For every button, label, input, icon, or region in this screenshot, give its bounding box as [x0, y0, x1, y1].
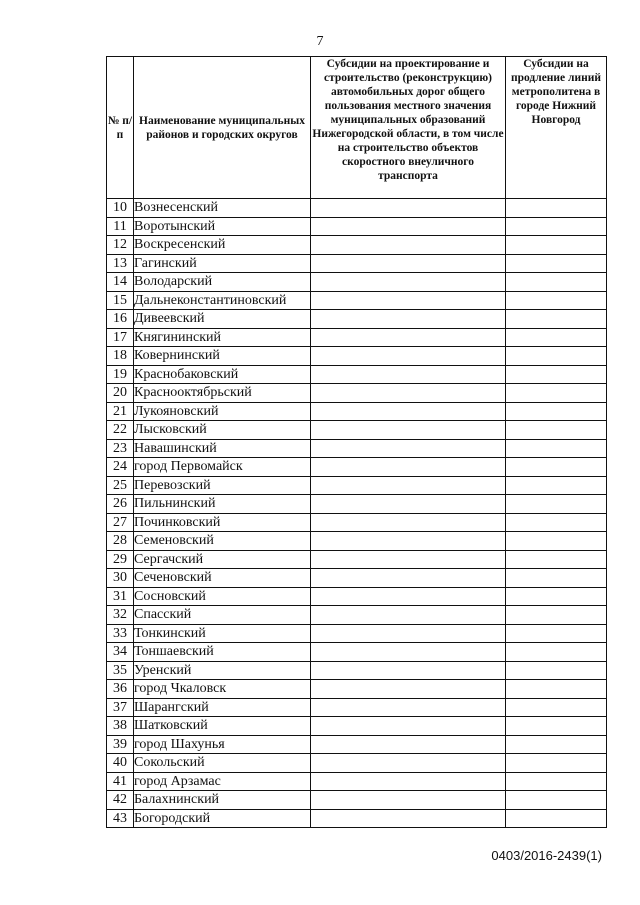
row-subsidy-metro-cell	[506, 365, 607, 384]
table-row	[107, 643, 607, 662]
page-number: 7	[316, 34, 324, 49]
row-number: 25	[107, 476, 134, 495]
table-row	[107, 680, 607, 699]
table-row	[107, 384, 607, 403]
row-subsidy-roads-cell	[311, 495, 506, 514]
table-row	[107, 550, 607, 569]
row-number: 20	[107, 384, 134, 403]
row-subsidy-metro-cell	[506, 717, 607, 736]
row-name: Уренский	[134, 661, 311, 680]
row-subsidy-roads-cell	[311, 273, 506, 292]
row-name: Краснобаковский	[134, 365, 311, 384]
row-number: 40	[107, 754, 134, 773]
row-name: Лысковский	[134, 421, 311, 440]
row-subsidy-metro-cell	[506, 661, 607, 680]
row-subsidy-roads-cell	[311, 217, 506, 236]
row-subsidy-metro-cell	[506, 254, 607, 273]
table-row	[107, 458, 607, 477]
row-name: Шатковский	[134, 717, 311, 736]
header-subsidy-metro: Субсидии на продление линий метрополитена в городе Нижний Новгород	[506, 57, 607, 199]
row-subsidy-metro-cell	[506, 569, 607, 588]
row-number: 11	[107, 217, 134, 236]
row-number: 13	[107, 254, 134, 273]
subsidy-table	[106, 56, 607, 828]
row-subsidy-metro-cell	[506, 347, 607, 366]
table-row	[107, 735, 607, 754]
row-subsidy-metro-cell	[506, 680, 607, 699]
row-number: 24	[107, 458, 134, 477]
row-name: Спасский	[134, 606, 311, 625]
table-row	[107, 217, 607, 236]
row-subsidy-metro-cell	[506, 458, 607, 477]
row-subsidy-roads-cell	[311, 328, 506, 347]
row-number: 14	[107, 273, 134, 292]
row-number: 32	[107, 606, 134, 625]
row-subsidy-metro-cell	[506, 532, 607, 551]
table-row	[107, 476, 607, 495]
row-subsidy-roads-cell	[311, 347, 506, 366]
row-subsidy-roads-cell	[311, 680, 506, 699]
row-subsidy-metro-cell	[506, 273, 607, 292]
row-number: 41	[107, 772, 134, 791]
row-subsidy-metro-cell	[506, 772, 607, 791]
row-number: 27	[107, 513, 134, 532]
row-subsidy-metro-cell	[506, 291, 607, 310]
row-subsidy-roads-cell	[311, 532, 506, 551]
row-subsidy-metro-cell	[506, 809, 607, 828]
table-row	[107, 513, 607, 532]
row-name: Сеченовский	[134, 569, 311, 588]
row-subsidy-roads-cell	[311, 809, 506, 828]
row-number: 31	[107, 587, 134, 606]
row-number: 30	[107, 569, 134, 588]
row-name: город Арзамас	[134, 772, 311, 791]
row-subsidy-metro-cell	[506, 643, 607, 662]
table-row	[107, 624, 607, 643]
row-subsidy-metro-cell	[506, 236, 607, 255]
row-number: 28	[107, 532, 134, 551]
row-subsidy-roads-cell	[311, 199, 506, 218]
row-subsidy-metro-cell	[506, 587, 607, 606]
row-subsidy-roads-cell	[311, 384, 506, 403]
table-row	[107, 291, 607, 310]
row-subsidy-roads-cell	[311, 402, 506, 421]
row-name: Гагинский	[134, 254, 311, 273]
table-row	[107, 254, 607, 273]
row-name: Воскресенский	[134, 236, 311, 255]
row-subsidy-roads-cell	[311, 254, 506, 273]
table-header-row	[107, 57, 607, 199]
row-name: Краснооктябрьский	[134, 384, 311, 403]
row-name: город Шахунья	[134, 735, 311, 754]
row-subsidy-metro-cell	[506, 439, 607, 458]
row-subsidy-metro-cell	[506, 310, 607, 329]
row-name: Перевозский	[134, 476, 311, 495]
row-subsidy-roads-cell	[311, 550, 506, 569]
row-subsidy-roads-cell	[311, 717, 506, 736]
row-subsidy-roads-cell	[311, 661, 506, 680]
row-number: 43	[107, 809, 134, 828]
table-row	[107, 791, 607, 810]
row-subsidy-metro-cell	[506, 402, 607, 421]
table-row	[107, 532, 607, 551]
table-row	[107, 199, 607, 218]
table-row	[107, 569, 607, 588]
row-subsidy-metro-cell	[506, 199, 607, 218]
table-row	[107, 717, 607, 736]
row-number: 36	[107, 680, 134, 699]
row-number: 10	[107, 199, 134, 218]
header-subsidy-roads: Субсидии на проектирование и строительство (реконструкцию) автомобильных дорог общего пользования местного значения муниципальных образований Нижегородской области, в том числе на строительство объектов скоростного внеуличного транспорта	[311, 57, 506, 199]
header-name: Наименование муниципальных районов и городских округов	[134, 57, 311, 199]
table-row	[107, 439, 607, 458]
table-row	[107, 347, 607, 366]
row-name: Вознесенский	[134, 199, 311, 218]
row-subsidy-roads-cell	[311, 291, 506, 310]
table-row	[107, 661, 607, 680]
row-subsidy-roads-cell	[311, 569, 506, 588]
table-row	[107, 273, 607, 292]
row-subsidy-metro-cell	[506, 791, 607, 810]
document-code: 0403/2016-2439(1)	[491, 848, 602, 863]
row-name: Сосновский	[134, 587, 311, 606]
row-subsidy-roads-cell	[311, 439, 506, 458]
row-subsidy-roads-cell	[311, 236, 506, 255]
row-subsidy-roads-cell	[311, 365, 506, 384]
table-row	[107, 809, 607, 828]
table-row	[107, 754, 607, 773]
row-name: Навашинский	[134, 439, 311, 458]
row-subsidy-roads-cell	[311, 624, 506, 643]
row-number: 34	[107, 643, 134, 662]
row-subsidy-metro-cell	[506, 698, 607, 717]
row-number: 35	[107, 661, 134, 680]
row-subsidy-roads-cell	[311, 606, 506, 625]
row-name: Балахнинский	[134, 791, 311, 810]
table-row	[107, 495, 607, 514]
row-name: Княгининский	[134, 328, 311, 347]
header-num: № п/п	[107, 57, 134, 199]
row-number: 23	[107, 439, 134, 458]
row-name: Пильнинский	[134, 495, 311, 514]
row-name: Лукояновский	[134, 402, 311, 421]
row-subsidy-metro-cell	[506, 550, 607, 569]
row-name: Богородский	[134, 809, 311, 828]
table-row	[107, 587, 607, 606]
row-subsidy-roads-cell	[311, 513, 506, 532]
row-subsidy-metro-cell	[506, 754, 607, 773]
row-subsidy-roads-cell	[311, 698, 506, 717]
row-subsidy-roads-cell	[311, 735, 506, 754]
row-name: Тоншаевский	[134, 643, 311, 662]
row-number: 26	[107, 495, 134, 514]
row-name: город Первомайск	[134, 458, 311, 477]
row-number: 12	[107, 236, 134, 255]
row-number: 22	[107, 421, 134, 440]
row-subsidy-metro-cell	[506, 384, 607, 403]
row-name: Дальнеконстантиновский	[134, 291, 311, 310]
row-subsidy-roads-cell	[311, 476, 506, 495]
row-number: 16	[107, 310, 134, 329]
table-row	[107, 402, 607, 421]
row-subsidy-metro-cell	[506, 217, 607, 236]
row-subsidy-roads-cell	[311, 310, 506, 329]
row-subsidy-metro-cell	[506, 735, 607, 754]
row-name: город Чкаловск	[134, 680, 311, 699]
row-subsidy-roads-cell	[311, 421, 506, 440]
row-name: Семеновский	[134, 532, 311, 551]
row-name: Починковский	[134, 513, 311, 532]
row-name: Володарский	[134, 273, 311, 292]
row-subsidy-roads-cell	[311, 587, 506, 606]
row-subsidy-metro-cell	[506, 606, 607, 625]
row-number: 15	[107, 291, 134, 310]
table-row	[107, 698, 607, 717]
row-number: 21	[107, 402, 134, 421]
table-row	[107, 365, 607, 384]
row-subsidy-roads-cell	[311, 458, 506, 477]
row-name: Сергачский	[134, 550, 311, 569]
table-row	[107, 328, 607, 347]
row-name: Сокольский	[134, 754, 311, 773]
row-subsidy-roads-cell	[311, 772, 506, 791]
row-name: Тонкинский	[134, 624, 311, 643]
row-subsidy-roads-cell	[311, 754, 506, 773]
table-row	[107, 310, 607, 329]
row-number: 18	[107, 347, 134, 366]
row-number: 29	[107, 550, 134, 569]
row-number: 38	[107, 717, 134, 736]
row-name: Шарангский	[134, 698, 311, 717]
row-subsidy-roads-cell	[311, 643, 506, 662]
row-subsidy-metro-cell	[506, 495, 607, 514]
row-name: Дивеевский	[134, 310, 311, 329]
row-subsidy-metro-cell	[506, 421, 607, 440]
row-subsidy-metro-cell	[506, 513, 607, 532]
row-number: 37	[107, 698, 134, 717]
row-name: Воротынский	[134, 217, 311, 236]
table-row	[107, 772, 607, 791]
row-number: 42	[107, 791, 134, 810]
row-number: 33	[107, 624, 134, 643]
table-row	[107, 421, 607, 440]
row-name: Ковернинский	[134, 347, 311, 366]
table-row	[107, 236, 607, 255]
row-subsidy-roads-cell	[311, 791, 506, 810]
row-number: 39	[107, 735, 134, 754]
row-number: 19	[107, 365, 134, 384]
row-subsidy-metro-cell	[506, 476, 607, 495]
row-number: 17	[107, 328, 134, 347]
row-subsidy-metro-cell	[506, 624, 607, 643]
row-subsidy-metro-cell	[506, 328, 607, 347]
table-row	[107, 606, 607, 625]
